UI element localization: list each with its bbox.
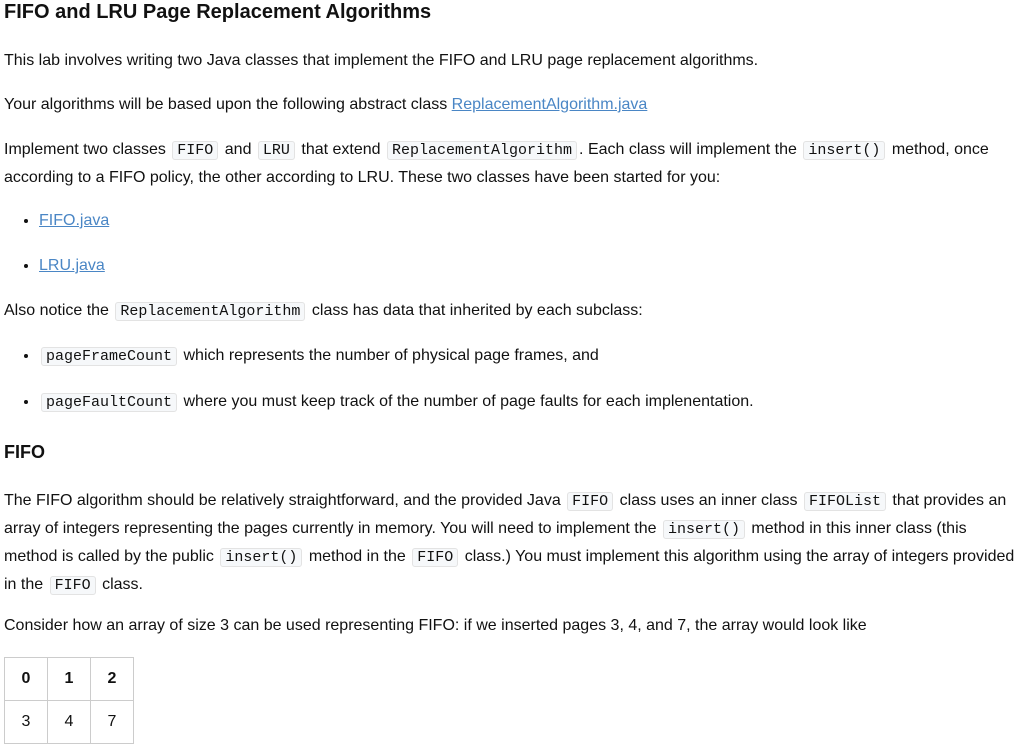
code-fifo-list: FIFOList [804, 492, 886, 511]
text-segment: method in this inner class (this method is called by the public [4, 520, 967, 565]
implement-paragraph [4, 136, 1020, 191]
table-cell: 7 [91, 701, 134, 744]
text-segment: class.) You must implement this algorithm using the array of integers provided in the [4, 548, 1015, 593]
fifo-java-link[interactable]: FIFO.java [39, 212, 110, 229]
intro-paragraph: This lab involves writing two Java classes that implement the FIFO and LRU page replacement algorithms. [4, 52, 759, 69]
table-header-cell: 0 [5, 658, 48, 701]
code-insert: insert() [663, 520, 745, 539]
code-page-fault-count: pageFaultCount [41, 393, 177, 412]
table-row [5, 701, 134, 744]
field-list [4, 342, 1020, 416]
fifo-heading: FIFO [4, 442, 45, 462]
text-segment: class uses an inner class [619, 492, 798, 509]
consider-paragraph: Consider how an array of size 3 can be used representing FIFO: if we inserted pages 3, 4, and 7, the array would look like [4, 617, 867, 634]
code-insert: insert() [220, 548, 302, 567]
text-segment: . Each class will implement the [579, 141, 797, 158]
table-cell: 3 [5, 701, 48, 744]
page-title: FIFO and LRU Page Replacement Algorithms [4, 1, 432, 23]
code-insert: insert() [803, 141, 885, 160]
table-cell: 4 [48, 701, 91, 744]
base-class-paragraph [4, 91, 1020, 118]
file-list [4, 207, 1020, 279]
base-class-text: Your algorithms will be based upon the following abstract class [4, 96, 448, 113]
list-item [39, 388, 1020, 416]
text-segment: method in the [308, 548, 406, 565]
list-item [39, 207, 1020, 234]
text-segment: Also notice the [4, 302, 109, 319]
replacement-algorithm-link[interactable]: ReplacementAlgorithm.java [451, 96, 648, 113]
code-replacement-algorithm: ReplacementAlgorithm [387, 141, 577, 160]
table-header-cell: 2 [91, 658, 134, 701]
list-item [39, 342, 1020, 370]
text-segment: and [224, 141, 252, 158]
code-fifo: FIFO [567, 492, 613, 511]
code-fifo: FIFO [412, 548, 458, 567]
code-fifo: FIFO [50, 576, 96, 595]
text-segment: method, once according to a FIFO policy, the other according to LRU. These two classes have been started for you: [4, 141, 989, 186]
fifo-paragraph [4, 487, 1020, 599]
text-segment: that extend [301, 141, 381, 158]
list-item [39, 252, 1020, 279]
code-page-frame-count: pageFrameCount [41, 347, 177, 366]
text-segment: class. [102, 576, 143, 593]
fifo-array-table [4, 657, 134, 744]
text-segment: which represents the number of physical page frames, and [183, 347, 599, 364]
text-segment: that provides an array of integers representing the pages currently in memory. You will need to implement the [4, 492, 1007, 537]
code-replacement-algorithm: ReplacementAlgorithm [115, 302, 305, 321]
text-segment: The FIFO algorithm should be relatively straightforward, and the provided Java [4, 492, 561, 509]
text-segment: where you must keep track of the number of page faults for each implenentation. [183, 393, 754, 410]
code-lru: LRU [258, 141, 295, 160]
table-header-cell: 1 [48, 658, 91, 701]
table-header-row [5, 658, 134, 701]
code-fifo: FIFO [172, 141, 218, 160]
text-segment: class has data that inherited by each subclass: [311, 302, 643, 319]
notice-paragraph [4, 297, 1020, 325]
lru-java-link[interactable]: LRU.java [39, 257, 105, 274]
text-segment: Implement two classes [4, 141, 166, 158]
